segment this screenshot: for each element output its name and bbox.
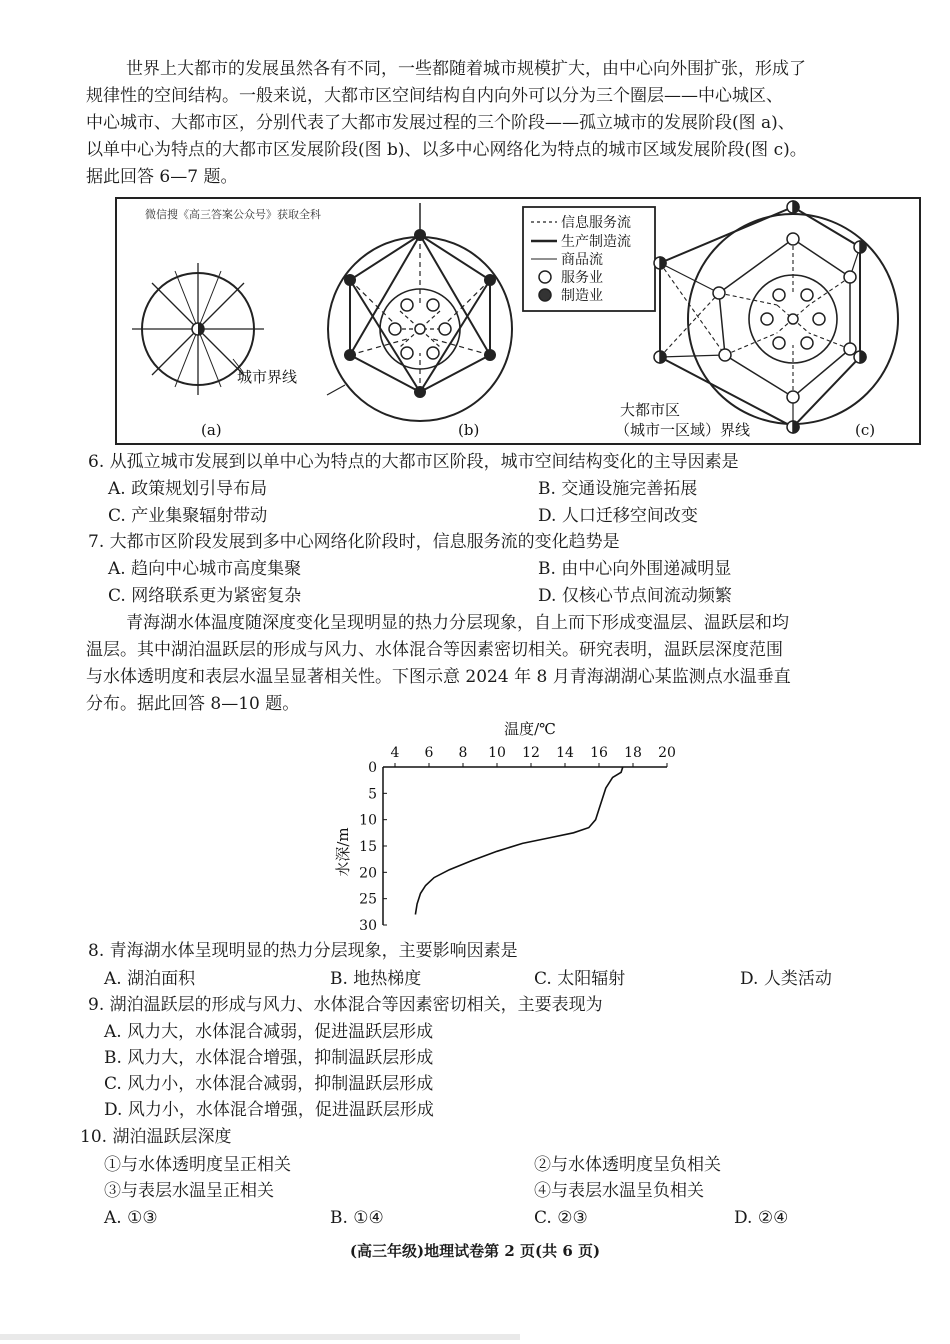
panel-c-label: (c) [855,421,876,439]
panel-b-diagram [327,203,512,421]
x-tick-label: 6 [424,745,434,761]
intro1-line2: 规律性的空间结构。一般来说，大都市区空间结构自内向外可以分为三个圈层——中心城区、 [86,86,783,106]
intro2-line4: 分布。据此回答 8—10 题。 [86,694,300,714]
x-tick-label: 10 [488,745,506,761]
q10-option-a[interactable]: A. ①③ [104,1208,158,1228]
panel-c-diagram [654,201,898,433]
q10-stem: 10. 湖泊温跃层深度 [80,1127,232,1147]
q9-stem: 9. 湖泊温跃层的形成与风力、水体混合等因素密切相关，主要表现为 [88,995,603,1015]
panel-a-label: (a) [201,421,222,439]
q9-option-a[interactable]: A. 风力大，水体混合减弱，促进温跃层形成 [104,1022,434,1042]
legend-manufacturing: 制造业 [561,288,603,304]
y-tick-label: 0 [368,760,377,776]
page-footer: (高三年级)地理试卷第 2 页(共 6 页) [349,1242,601,1260]
water-temperature-chart [300,712,700,942]
intro2-line2: 温层。其中湖泊温跃层的形成与风力、水体混合等因素密切相关。研究表明，温跃层深度范围 [86,640,783,660]
q10-statement-2: ②与水体透明度呈负相关 [534,1155,721,1175]
q6-option-b[interactable]: B. 交通设施完善拓展 [538,479,698,499]
q10-statement-4: ④与表层水温呈负相关 [534,1181,704,1201]
q8-option-d[interactable]: D. 人类活动 [740,969,832,989]
scan-edge [0,1334,520,1340]
intro2-line3: 与水体透明度和表层水温呈显著相关性。下图示意 2024 年 8 月青海湖湖心某监测点水温垂直 [86,667,791,687]
q8-option-a[interactable]: A. 湖泊面积 [104,969,196,989]
city-boundary-label: 城市界线 [237,368,298,386]
q9-option-c[interactable]: C. 风力小，水体混合减弱，抑制温跃层形成 [104,1074,434,1094]
intro1-line5: 据此回答 6—7 题。 [86,167,238,187]
q9-option-d[interactable]: D. 风力小，水体混合增强，促进温跃层形成 [104,1100,434,1120]
q8-stem: 8. 青海湖水体呈现明显的热力分层现象，主要影响因素是 [88,941,518,961]
y-tick-label: 30 [359,918,377,934]
metro-boundary-label-2: （城市一区域）界线 [615,421,751,439]
q6-option-a[interactable]: A. 政策规划引导布局 [108,479,268,499]
q10-option-d[interactable]: D. ②④ [734,1208,789,1228]
y-tick-label: 25 [359,891,377,908]
q6-option-d[interactable]: D. 人口迁移空间改变 [538,506,698,526]
panel-b-label: (b) [458,421,480,439]
intro2-line1: 青海湖水体温度随深度变化呈现明显的热力分层现象，自上而下形成变温层、温跃层和均 [126,613,789,633]
y-tick-label: 5 [368,786,377,803]
metro-boundary-label-1: 大都市区 [620,401,681,419]
q8-option-c[interactable]: C. 太阳辐射 [534,969,626,989]
q6-stem: 6. 从孤立城市发展到以单中心为特点的大都市区阶段，城市空间结构变化的主导因素是 [88,452,739,472]
q7-option-c[interactable]: C. 网络联系更为紧密复杂 [108,586,302,606]
legend-info-flow: 信息服务流 [561,215,631,231]
legend-service: 服务业 [561,270,603,286]
chart-ylabel: 水深/m [334,827,352,877]
y-tick-label: 20 [359,865,377,882]
x-tick-label: 16 [590,745,608,761]
q8-option-b[interactable]: B. 地热梯度 [330,969,422,989]
watermark-text: 微信搜《高三答案公众号》获取全科 [145,208,321,221]
q7-option-d[interactable]: D. 仅核心节点间流动频繁 [538,586,732,606]
x-tick-labels [391,745,676,761]
urban-structure-diagram [115,197,921,445]
y-tick-labels [359,760,377,934]
q7-option-a[interactable]: A. 趋向中心城市高度集聚 [108,559,302,579]
intro1-line1: 世界上大都市的发展虽然各有不同，一些都随着城市规模扩大，由中心向外围扩张，形成了 [126,59,806,79]
q10-option-c[interactable]: C. ②③ [534,1208,588,1228]
temperature-profile-line [415,767,622,915]
q9-option-b[interactable]: B. 风力大，水体混合增强，抑制温跃层形成 [104,1048,434,1068]
x-tick-label: 18 [624,745,642,761]
q6-option-c[interactable]: C. 产业集聚辐射带动 [108,506,268,526]
q7-stem: 7. 大都市区阶段发展到多中心网络化阶段时，信息服务流的变化趋势是 [88,532,620,552]
y-tick-label: 15 [359,839,377,855]
x-tick-label: 12 [522,745,540,761]
q10-statement-3: ③与表层水温呈正相关 [104,1181,274,1201]
legend-goods-flow: 商品流 [561,252,603,268]
legend [523,207,655,311]
x-tick-label: 20 [658,745,676,761]
intro1-line4: 以单中心为特点的大都市区发展阶段(图 b)、以多中心网络化为特点的城市区域发展阶段(图 c)。 [86,140,807,160]
chart-xlabel: 温度/℃ [504,720,556,738]
x-tick-label: 8 [458,745,468,761]
q7-option-b[interactable]: B. 由中心向外围递减明显 [538,559,732,579]
q10-statement-1: ①与水体透明度呈正相关 [104,1155,291,1175]
q10-option-b[interactable]: B. ①④ [330,1208,384,1228]
y-tick-label: 10 [359,812,377,829]
x-tick-label: 4 [390,745,400,761]
x-tick-label: 14 [556,745,574,761]
legend-production-flow: 生产制造流 [561,234,631,250]
intro1-line3: 中心城市、大都市区，分别代表了大都市发展过程的三个阶段——孤立城市的发展阶段(图 a)、 [86,113,795,133]
